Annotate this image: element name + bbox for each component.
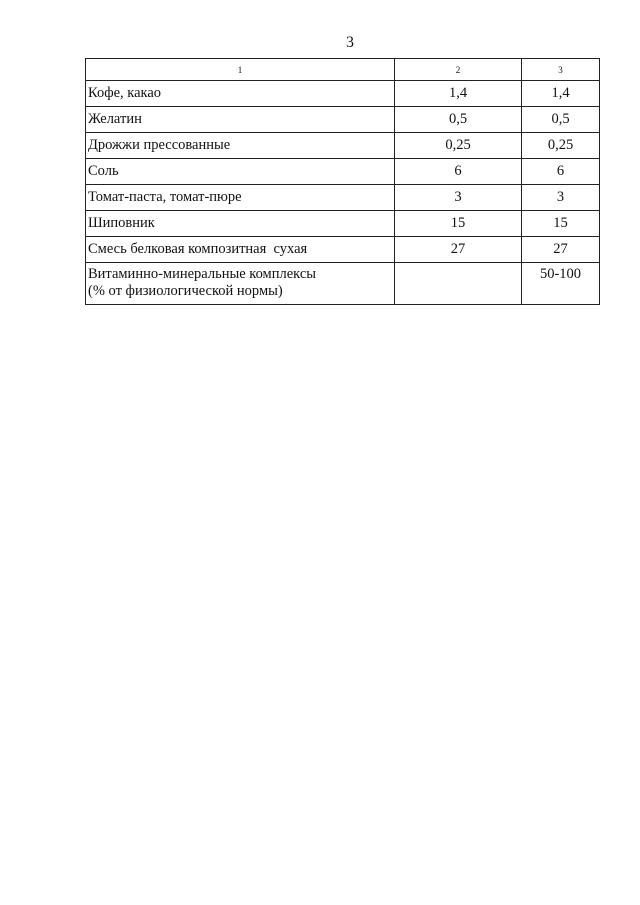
ingredient-name: Дрожжи прессованные (86, 133, 395, 159)
ingredient-name: Шиповник (86, 211, 395, 237)
ingredient-name: Кофе, какао (86, 81, 395, 107)
value-col2: 3 (395, 185, 522, 211)
value-col2: 15 (395, 211, 522, 237)
table-row (86, 185, 600, 211)
value-col2: 0,5 (395, 107, 522, 133)
table-row (86, 133, 600, 159)
column-header: 3 (522, 59, 600, 81)
value-col3: 3 (522, 185, 600, 211)
value-col3: 0,5 (522, 107, 600, 133)
page-number: 3 (346, 34, 354, 51)
value-col3: 0,25 (522, 133, 600, 159)
value-col2: 0,25 (395, 133, 522, 159)
table-row (86, 81, 600, 107)
value-col2: 27 (395, 237, 522, 263)
ingredient-name: Томат-паста, томат-пюре (86, 185, 395, 211)
value-col3: 1,4 (522, 81, 600, 107)
column-header: 2 (395, 59, 522, 81)
table-header-row (86, 59, 600, 81)
column-header: 1 (86, 59, 395, 81)
ingredient-name (86, 263, 395, 305)
value-col3: 6 (522, 159, 600, 185)
table-row (86, 237, 600, 263)
table-row (86, 263, 600, 305)
value-col3: 50-100 (522, 263, 600, 305)
ingredient-name: Смесь белковая композитная сухая (86, 237, 395, 263)
name-line-1: Витаминно-минеральные комплексы (88, 266, 317, 282)
table-row (86, 211, 600, 237)
ingredients-table (85, 58, 600, 305)
value-col2 (395, 263, 522, 305)
ingredient-name: Соль (86, 159, 395, 185)
value-col3: 27 (522, 237, 600, 263)
table-row (86, 159, 600, 185)
value-col2: 1,4 (395, 81, 522, 107)
name-line-2: (% от физиологической нормы) (88, 283, 283, 299)
table-row (86, 107, 600, 133)
ingredient-name: Желатин (86, 107, 395, 133)
value-col3: 15 (522, 211, 600, 237)
value-col2: 6 (395, 159, 522, 185)
